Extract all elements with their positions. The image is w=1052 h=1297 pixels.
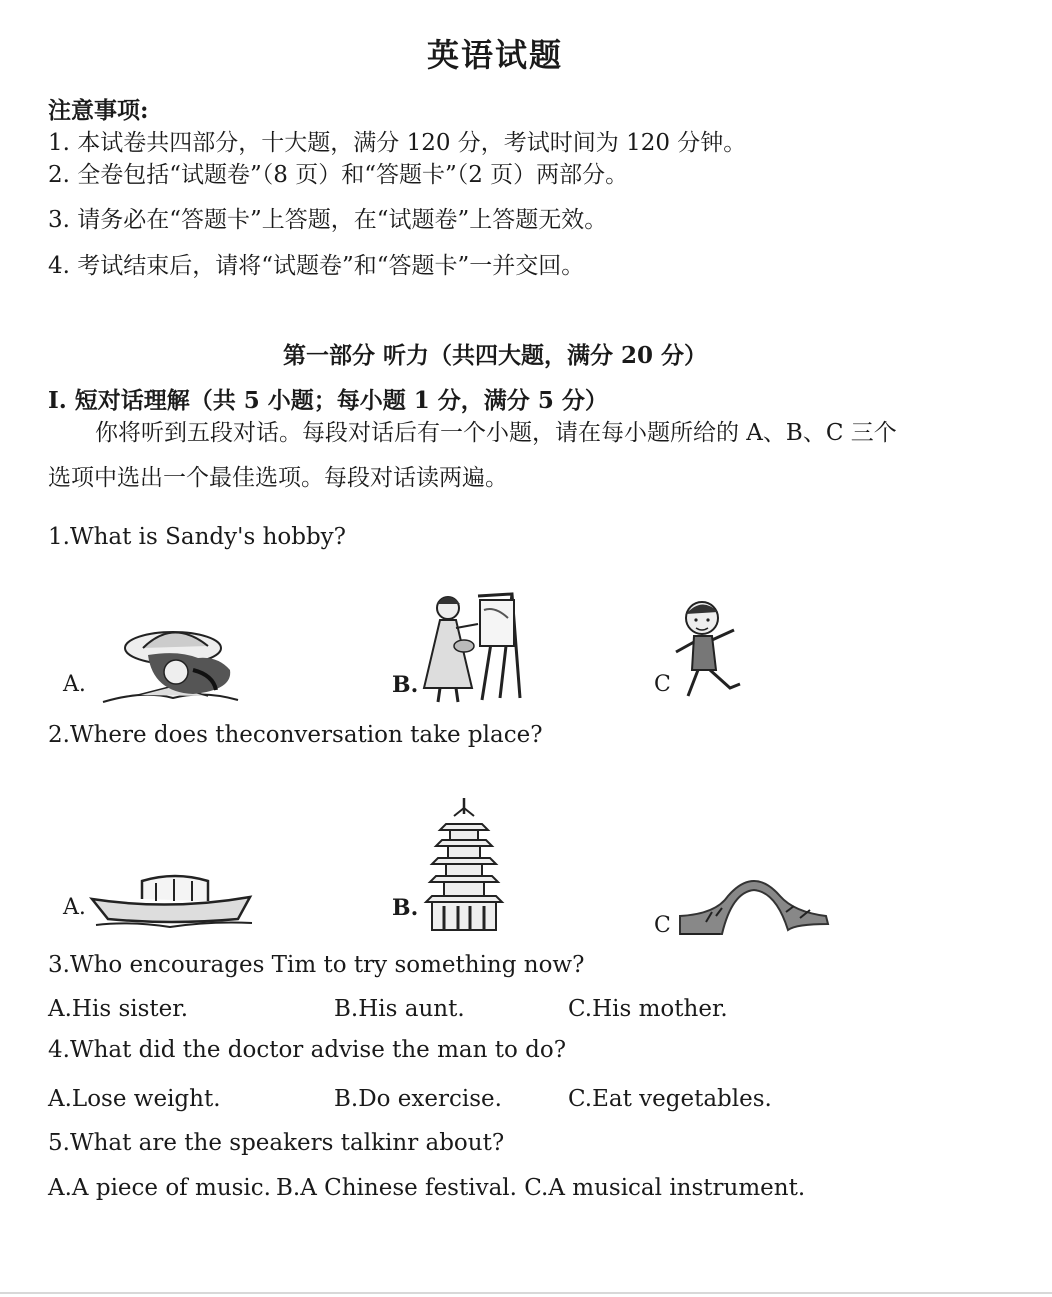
question-text: 4.What did the doctor advise the man to do? bbox=[48, 1037, 567, 1063]
arch-bridge-icon bbox=[676, 872, 836, 938]
option-text: B.A Chinese festival. C.A musical instrument. bbox=[276, 1175, 806, 1201]
note-item: 3. 请务必在“答题卡”上答题，在“试题卷”上答题无效。 bbox=[48, 207, 608, 233]
pagoda-icon bbox=[424, 798, 504, 936]
question-text: 1.What is Sandy's hobby? bbox=[48, 524, 347, 550]
question-text: 5.What are the speakers talkinr about? bbox=[48, 1130, 505, 1156]
dancing-boy-icon bbox=[660, 596, 750, 706]
note-item: 1. 本试卷共四部分，十大题，满分 120 分，考试时间为 120 分钟。 bbox=[48, 130, 747, 156]
question-text: 3.Who encourages Tim to try something now? bbox=[48, 952, 585, 978]
option-label: A. bbox=[63, 895, 86, 920]
painting-girl-icon bbox=[420, 588, 530, 708]
boat-icon bbox=[90, 875, 255, 930]
option-label: A. bbox=[63, 672, 86, 697]
section-heading: I. 短对话理解（共 5 小题；每小题 1 分，满分 5 分） bbox=[48, 387, 608, 414]
section-instructions: 你将听到五段对话。每段对话后有一个小题，请在每小题所给的 A、B、C 三个 bbox=[95, 420, 897, 446]
option-text: A.Lose weight. bbox=[48, 1086, 221, 1112]
option-label: C bbox=[654, 672, 671, 697]
option-text: B.His aunt. bbox=[334, 996, 465, 1022]
option-text: C.His mother. bbox=[568, 996, 728, 1022]
notes-heading: 注意事项: bbox=[48, 97, 149, 124]
option-text: C.Eat vegetables. bbox=[568, 1086, 772, 1112]
note-item: 2. 全卷包括“试题卷”（8 页）和“答题卡”（2 页）两部分。 bbox=[48, 162, 629, 188]
option-label: B. bbox=[392, 672, 419, 698]
option-text: A.His sister. bbox=[48, 996, 189, 1022]
option-text: B.Do exercise. bbox=[334, 1086, 502, 1112]
option-text: A.A piece of music. bbox=[48, 1175, 271, 1201]
option-label: C bbox=[654, 913, 671, 938]
reading-girl-icon bbox=[98, 620, 248, 710]
note-item: 4. 考试结束后，请将“试题卷”和“答题卡”一并交回。 bbox=[48, 253, 585, 279]
question-text: 2.Where does theconversation take place? bbox=[48, 722, 543, 748]
section-instructions: 选项中选出一个最佳选项。每段对话读两遍。 bbox=[48, 465, 508, 491]
option-label: B. bbox=[392, 895, 419, 921]
page-title: 英语试题 bbox=[426, 36, 563, 74]
part-heading: 第一部分 听力（共四大题，满分 20 分） bbox=[282, 342, 708, 369]
page-bottom-edge bbox=[0, 1292, 1052, 1294]
